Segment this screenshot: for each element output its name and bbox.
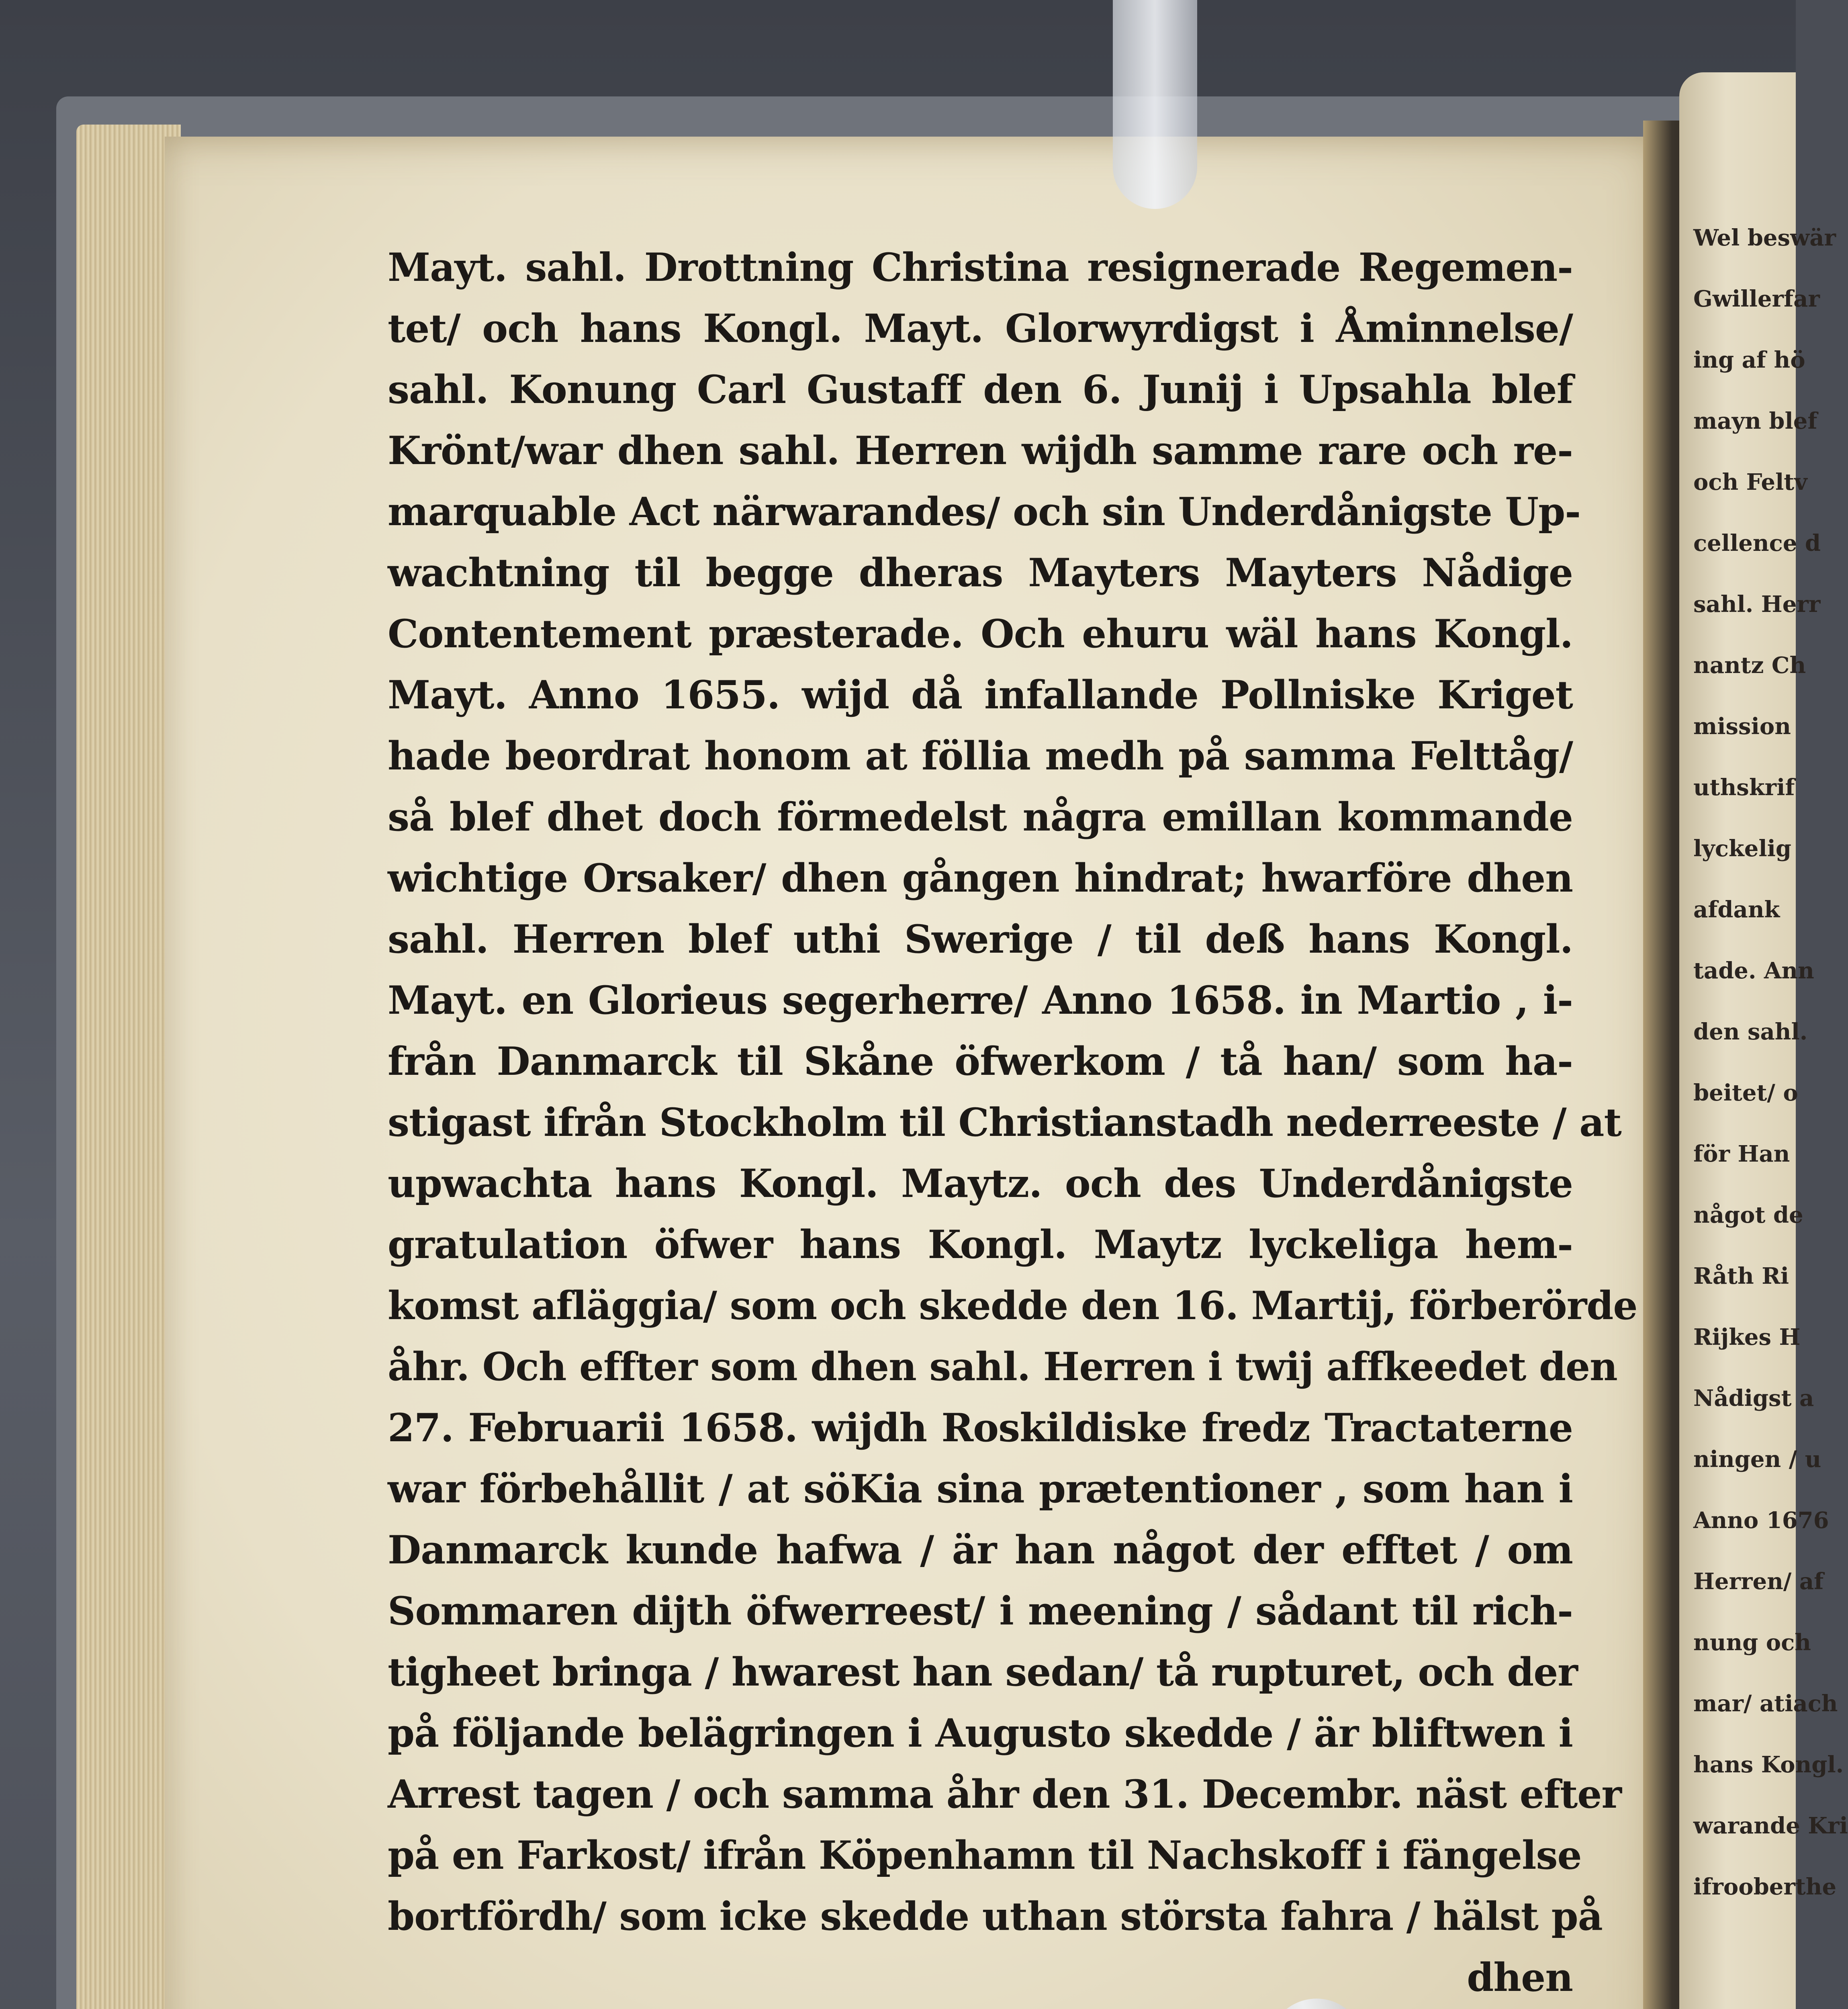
facing-page-line: Gwillerfar [1693,286,1820,312]
text-line: 27. Februarii 1658. wijdh Roskildiske fredz Tractaterne [388,1405,1573,1450]
facing-page-line: mayn blef [1693,408,1817,434]
facing-page-line: hans Kongl. [1693,1751,1844,1778]
facing-page-line: ifrooberthe [1693,1874,1837,1900]
text-line: hade beordrat honom at föllia medh på samma Felttåg/ [388,733,1573,779]
text-line: marquable Act närwarandes/ och sin Underdånigste Up- [388,489,1581,534]
text-line: åhr. Och effter som dhen sahl. Herren i twij affkeedet den [388,1344,1617,1389]
facing-page-line: Wel beswär [1693,225,1836,251]
facing-page-line: mission [1693,713,1791,740]
text-line: upwachta hans Kongl. Maytz. och des Underdånigste [388,1161,1573,1206]
facing-page-line: sahl. Herr [1693,591,1821,618]
facing-page-line: nung och [1693,1629,1811,1656]
facing-page-line: något de [1693,1202,1803,1228]
facing-page-line: och Feltv [1693,469,1807,495]
facing-page-line: warande Kri [1693,1813,1848,1839]
text-line: wichtige Orsaker/ dhen gången hindrat; hwarföre dhen [388,855,1573,901]
text-line: Sommaren dijth öfwerreest/ i meening / sådant til rich- [388,1588,1573,1634]
text-line: på följande belägringen i Augusto skedde / är bliftwen i [388,1710,1573,1756]
facing-page-line: den sahl. [1693,1019,1808,1045]
text-line: Mayt. en Glorieus segerherre/ Anno 1658. in Martio , i- [388,978,1573,1023]
catchword: dhen [1467,1955,1573,2000]
facing-page-line: Nådigst a [1693,1385,1814,1412]
text-line: stigast ifrån Stockholm til Christianstadh nederreeste / at [388,1100,1621,1145]
facing-page-line: nantz Ch [1693,652,1806,679]
facing-page-line: cellence d [1693,530,1821,556]
facing-page-line: lyckelig [1693,835,1792,862]
facing-page-line: tade. Ann [1693,957,1814,984]
facing-page-line: afdank [1693,896,1780,923]
text-line: Arrest tagen / och samma åhr den 31. Decembr. näst efter [388,1772,1621,1817]
text-line: Mayt. Anno 1655. wijd då infallande Pollniske Kriget [388,672,1573,718]
text-line: gratulation öfwer hans Kongl. Maytz lyckeliga hem- [388,1222,1573,1267]
text-line: wachtning til begge dheras Mayters Mayters Nådige [388,550,1573,595]
facing-page-line: för Han [1693,1141,1790,1167]
page-text-block [388,237,1637,2008]
facing-page-line: Rijkes H [1693,1324,1801,1350]
text-line: Danmarck kunde hafwa / är han något der efftet / om [388,1527,1573,1573]
text-line: komst afläggia/ som och skedde den 16. Martij, förberörde [388,1283,1637,1328]
text-line: tet/ och hans Kongl. Mayt. Glorwyrdigst i Åminnelse/ [388,306,1573,351]
facing-page-line: ing af hö [1693,347,1805,373]
text-line: sahl. Konung Carl Gustaff den 6. Junij i Upsahla blef [388,367,1573,412]
text-line: bortfördh/ som icke skedde uthan största fahra / hälst på [388,1894,1603,1939]
facing-page-line: ningen / u [1693,1446,1821,1473]
text-line: på en Farkost/ ifrån Köpenhamn til Nachskoff i fängelse [388,1833,1582,1878]
facing-page-line: Råth Ri [1693,1263,1789,1289]
text-line: så blef dhet doch förmedelst några emillan kommande [388,794,1573,840]
text-line: tigheet bringa / hwarest han sedan/ tå rupturet, och der [388,1649,1578,1695]
facing-page-line: Herren/ af [1693,1568,1824,1595]
facing-page-line: beitet/ o [1693,1080,1798,1106]
text-line: Mayt. sahl. Drottning Christina resignerade Regemen- [388,245,1573,290]
facing-page-line: uthskrif [1693,774,1795,801]
text-line: war förbehållit / at söKia sina prætentioner , som han i [388,1466,1573,1512]
facing-page-line: mar/ atiach [1693,1690,1838,1717]
text-line: Contentement præsterade. Och ehuru wäl hans Kongl. [388,611,1573,657]
text-line: sahl. Herren blef uthi Swerige / til deß hans Kongl. [388,917,1573,962]
text-line: Krönt/war dhen sahl. Herren wijdh samme rare och re- [388,428,1573,473]
facing-page-line: Anno 1676 [1693,1507,1829,1534]
page-holder-clip-top [1113,0,1197,209]
text-line: från Danmarck til Skåne öfwerkom / tå han/ som ha- [388,1039,1573,1084]
